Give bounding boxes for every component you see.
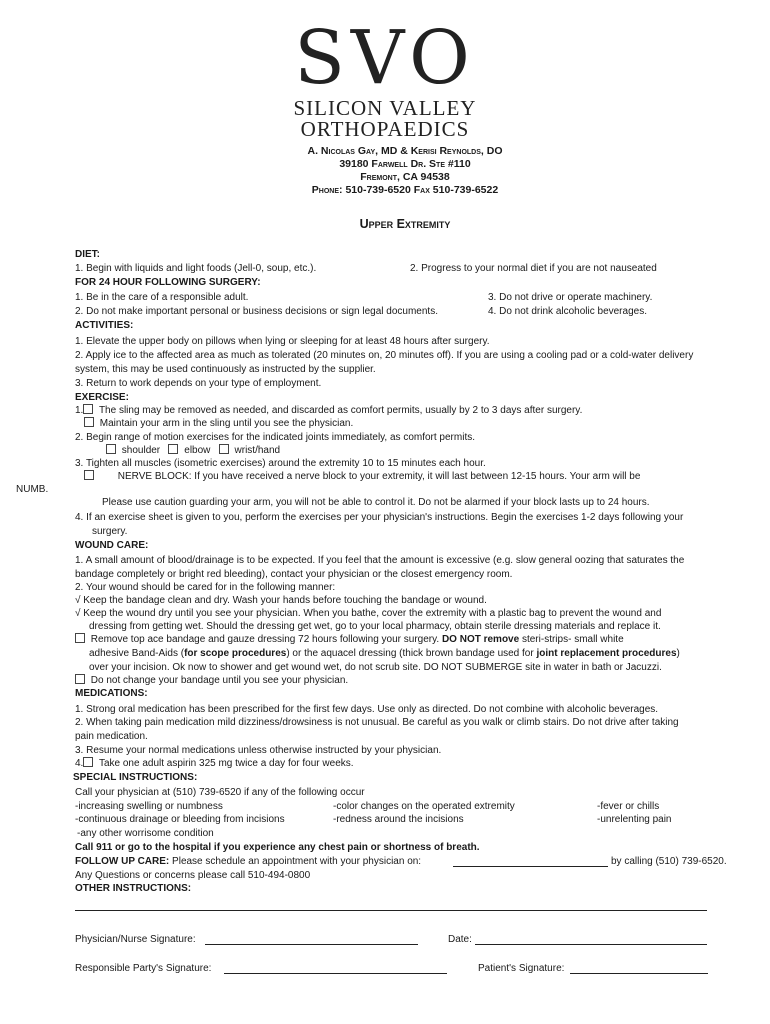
exercise-line-7: Please use caution guarding your arm, you will not be able to control it. Do not be alarmed if your block lasts up to 24 hours. (102, 497, 650, 508)
checkbox[interactable] (84, 417, 94, 427)
address-line-1: 39180 Farwell Dr. Ste #110 (339, 158, 471, 170)
first24-heading: FOR 24 HOUR FOLLOWING SURGERY: (75, 277, 261, 288)
checkbox[interactable] (75, 674, 85, 684)
exercise-line-4: 3. Tighten all muscles (isometric exercises) around the extremity 10 to 15 minutes each hour. (75, 458, 486, 469)
option-wrist: wrist/hand (234, 445, 281, 456)
wound-line-7 (75, 633, 624, 646)
followup-label: FOLLOW UP CARE: (75, 856, 170, 867)
followup-line (75, 855, 421, 868)
symptom-color: -color changes on the operated extremity (333, 801, 515, 812)
checkbox[interactable] (83, 757, 93, 767)
other-instructions-field[interactable] (75, 910, 707, 911)
patient-signature-label: Patient's Signature: (478, 963, 565, 974)
wound-line-8-e: ) (676, 648, 680, 659)
exercise-line-1-text: The sling may be removed as needed, and discarded as comfort permits, usually by 2 to 3 days after surgery. (98, 405, 583, 416)
wound-line-1: 1. A small amount of blood/drainage is to be expected. If you feel that the amount is excessive (e.g. slow general oozing that saturates the (75, 555, 685, 566)
meds-line-3: pain medication. (75, 731, 148, 742)
exercise-heading: EXERCISE: (75, 392, 129, 403)
responsible-signature-field[interactable] (224, 973, 447, 974)
first24-item-3: 3. Do not drive or operate machinery. (488, 292, 653, 303)
logo-svo: SVO (294, 15, 476, 101)
physician-signature-field[interactable] (205, 944, 418, 945)
checkbox[interactable] (83, 404, 93, 414)
activities-heading: ACTIVITIES: (75, 320, 134, 331)
exercise-line-3: 2. Begin range of motion exercises for the indicated joints immediately, as comfort permits. (75, 432, 475, 443)
meds-line-5 (75, 757, 354, 770)
phone-line: Phone: 510-739-6520 Fax 510-739-6522 (311, 184, 499, 196)
wound-line-6: dressing from getting wet. Should the dressing get wet, go to your local pharmacy, obtain sterile dressing materials and replace it. (89, 621, 661, 632)
activities-line-4: 3. Return to work depends on your type of employment. (75, 378, 322, 389)
meds-line-5-number: 4. (75, 758, 84, 769)
nerve-block-line (84, 470, 640, 483)
diet-item-2: 2. Progress to your normal diet if you are not nauseated (410, 263, 657, 274)
meds-line-5-text: Take one adult aspirin 325 mg twice a day for four weeks. (98, 758, 354, 769)
diet-heading: DIET: (75, 249, 100, 260)
wound-line-8-d: joint replacement procedures (536, 648, 677, 659)
patient-signature-field[interactable] (570, 973, 708, 974)
activities-line-2: 2. Apply ice to the affected area as much as tolerated (20 minutes on, 20 minutes off). If you are using a cooling pad or a cold-water delivery (75, 350, 694, 361)
exercise-line-1-number: 1. (75, 405, 84, 416)
symptom-other: -any other worrisome condition (77, 828, 214, 839)
joint-options (106, 444, 280, 457)
wound-line-7-end: steri-strips- small white (521, 634, 624, 645)
wound-line-8 (89, 647, 680, 660)
wound-line-8-c: ) or the aquacel dressing (thick brown bandage used for (286, 648, 534, 659)
wound-line-5: √ Keep the wound dry until you see your physician. When you bathe, cover the extremity with a plastic bag to prevent the wound and (75, 608, 662, 619)
doctors-line: A. Nicolas Gay, MD & Kerisi Reynolds, DO (307, 145, 503, 157)
wound-line-8-a: adhesive Band-Aids ( (89, 648, 185, 659)
special-line-1: Call your physician at (510) 739-6520 if any of the following occur (75, 787, 365, 798)
followup-text: Please schedule an appointment with your physician on: (172, 856, 422, 867)
meds-line-2: 2. When taking pain medication mild dizziness/drowsiness is not unusual. Be careful as you walk or climb stairs. Do not drive after taking (75, 717, 679, 728)
page-title: Upper Extremity (359, 217, 451, 231)
wound-line-8-b: for scope procedures (184, 648, 287, 659)
wound-line-9: over your incision. Ok now to shower and get wound wet, do not scrub site. DO NOT SUBMERGE site in water in bath or Jacuzzi. (89, 662, 662, 673)
physician-signature-label: Physician/Nurse Signature: (75, 934, 196, 945)
questions-line: Any Questions or concerns please call 510-494-0800 (75, 870, 311, 881)
checkbox-elbow[interactable] (168, 444, 178, 454)
checkbox-shoulder[interactable] (106, 444, 116, 454)
exercise-line-1 (75, 404, 582, 417)
exercise-line-8: 4. If an exercise sheet is given to you, perform the exercises per your physician's instructions. Begin the exercises 1-2 days following your (75, 512, 684, 523)
wound-line-10-text: Do not change your bandage until you see your physician. (90, 675, 349, 686)
responsible-signature-label: Responsible Party's Signature: (75, 963, 212, 974)
exercise-line-9: surgery. (92, 526, 128, 537)
meds-line-1: 1. Strong oral medication has been prescribed for the first few days. Use only as directed. Do not combine with alcoholic beverages. (75, 704, 659, 715)
date-field[interactable] (475, 944, 707, 945)
activities-line-3: system, this may be used continuously as instructed by the supplier. (75, 364, 376, 375)
exercise-line-2-text: Maintain your arm in the sling until you see the physician. (99, 418, 354, 429)
diet-item-1: 1. Begin with liquids and light foods (Jell-0, soup, etc.). (75, 263, 317, 274)
wound-heading: WOUND CARE: (75, 540, 149, 551)
wound-line-7-text: Remove top ace bandage and gauze dressing 72 hours following your surgery. (90, 634, 440, 645)
symptom-swelling: -increasing swelling or numbness (75, 801, 223, 812)
wound-line-2: bandage completely or bright red bleeding), contact your physician or the closest emergency room. (75, 569, 513, 580)
followup-date-field[interactable] (453, 866, 608, 867)
meds-line-4: 3. Resume your normal medications unless otherwise instructed by your physician. (75, 745, 442, 756)
symptom-pain: -unrelenting pain (597, 814, 672, 825)
logo-line-1: SILICON VALLEY (293, 96, 477, 120)
address-line-2: Fremont, CA 94538 (360, 171, 450, 183)
option-shoulder: shoulder (121, 445, 161, 456)
activities-line-1: 1. Elevate the upper body on pillows when lying or sleeping for at least 48 hours after surgery. (75, 336, 490, 347)
first24-item-4: 4. Do not drink alcoholic beverages. (488, 306, 647, 317)
option-elbow: elbow (184, 445, 211, 456)
wound-line-10 (75, 674, 348, 687)
checkbox[interactable] (75, 633, 85, 643)
wound-line-7-bold: DO NOT remove (441, 634, 520, 645)
meds-heading: MEDICATIONS: (75, 688, 148, 699)
symptom-drainage: -continuous drainage or bleeding from incisions (75, 814, 285, 825)
date-label: Date: (448, 934, 472, 945)
wound-line-4: √ Keep the bandage clean and dry. Wash your hands before touching the bandage or wound. (75, 595, 487, 606)
first24-item-2: 2. Do not make important personal or business decisions or sign legal documents. (75, 306, 438, 317)
exercise-line-2 (84, 417, 353, 430)
emergency-notice: Call 911 or go to the hospital if you experience any chest pain or shortness of breath. (75, 842, 480, 853)
checkbox-wrist[interactable] (219, 444, 229, 454)
symptom-redness: -redness around the incisions (333, 814, 464, 825)
logo-line-2: ORTHOPAEDICS (300, 117, 470, 141)
special-heading: SPECIAL INSTRUCTIONS: (73, 772, 198, 783)
wound-line-3: 2. Your wound should be cared for in the following manner: (75, 582, 336, 593)
numb-text: NUMB. (16, 484, 49, 495)
symptom-fever: -fever or chills (597, 801, 660, 812)
first24-item-1: 1. Be in the care of a responsible adult. (75, 292, 249, 303)
nerve-block-text: NERVE BLOCK: If you have received a nerve block to your extremity, it will last between 12-15 hours. Your arm will be (117, 471, 641, 482)
other-heading: OTHER INSTRUCTIONS: (75, 883, 192, 894)
followup-calling: by calling (510) 739-6520. (611, 856, 727, 867)
checkbox[interactable] (84, 470, 94, 480)
